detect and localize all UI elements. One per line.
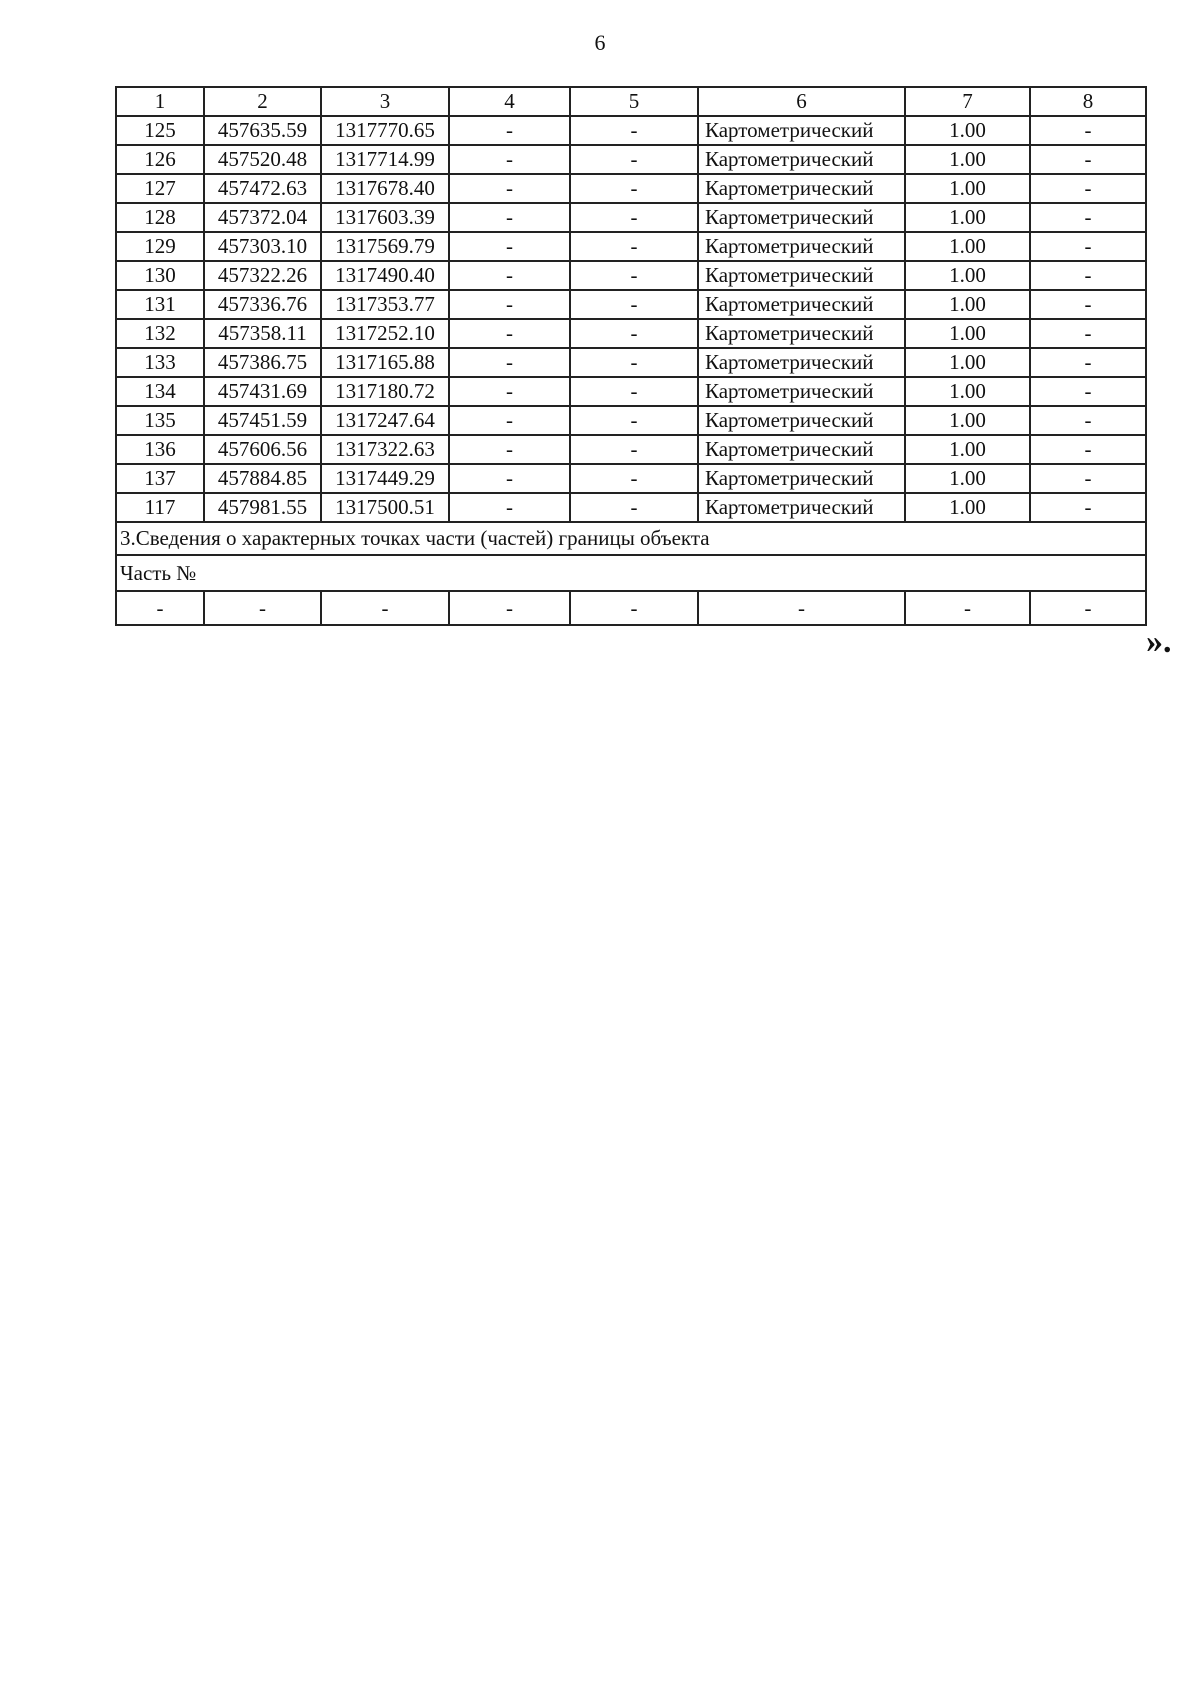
table-header-row bbox=[116, 87, 1146, 116]
method-cell: Картометрический bbox=[698, 145, 905, 174]
method-cell: Картометрический bbox=[698, 348, 905, 377]
closing-quote-mark: ». bbox=[1146, 623, 1172, 660]
method-cell: Картометрический bbox=[698, 377, 905, 406]
column-5-cell: - bbox=[570, 232, 698, 261]
x-coordinate-cell: 457336.76 bbox=[204, 290, 321, 319]
column-4-cell: - bbox=[449, 145, 570, 174]
table-row bbox=[116, 174, 1146, 203]
accuracy-cell: 1.00 bbox=[905, 232, 1030, 261]
accuracy-cell: 1.00 bbox=[905, 145, 1030, 174]
column-8-cell: - bbox=[1030, 493, 1146, 522]
column-4-cell: - bbox=[449, 406, 570, 435]
method-cell: Картометрический bbox=[698, 406, 905, 435]
table-row bbox=[116, 290, 1146, 319]
empty-cell: - bbox=[1030, 591, 1146, 625]
accuracy-cell: 1.00 bbox=[905, 435, 1030, 464]
table-row bbox=[116, 435, 1146, 464]
column-5-cell: - bbox=[570, 435, 698, 464]
table-row bbox=[116, 232, 1146, 261]
column-8-cell: - bbox=[1030, 261, 1146, 290]
column-4-cell: - bbox=[449, 290, 570, 319]
method-cell: Картометрический bbox=[698, 435, 905, 464]
table-row bbox=[116, 203, 1146, 232]
method-cell: Картометрический bbox=[698, 493, 905, 522]
column-5-cell: - bbox=[570, 145, 698, 174]
column-4-cell: - bbox=[449, 319, 570, 348]
column-5-cell: - bbox=[570, 174, 698, 203]
column-8-cell: - bbox=[1030, 116, 1146, 145]
x-coordinate-cell: 457472.63 bbox=[204, 174, 321, 203]
column-8-cell: - bbox=[1030, 232, 1146, 261]
table-row bbox=[116, 145, 1146, 174]
column-5-cell: - bbox=[570, 406, 698, 435]
accuracy-cell: 1.00 bbox=[905, 348, 1030, 377]
empty-cell: - bbox=[116, 591, 204, 625]
y-coordinate-cell: 1317490.40 bbox=[321, 261, 449, 290]
y-coordinate-cell: 1317180.72 bbox=[321, 377, 449, 406]
column-4-cell: - bbox=[449, 174, 570, 203]
point-number-cell: 133 bbox=[116, 348, 204, 377]
point-number-cell: 128 bbox=[116, 203, 204, 232]
column-4-cell: - bbox=[449, 203, 570, 232]
method-cell: Картометрический bbox=[698, 232, 905, 261]
y-coordinate-cell: 1317322.63 bbox=[321, 435, 449, 464]
column-5-cell: - bbox=[570, 319, 698, 348]
x-coordinate-cell: 457451.59 bbox=[204, 406, 321, 435]
accuracy-cell: 1.00 bbox=[905, 261, 1030, 290]
x-coordinate-cell: 457520.48 bbox=[204, 145, 321, 174]
empty-cell: - bbox=[204, 591, 321, 625]
accuracy-cell: 1.00 bbox=[905, 203, 1030, 232]
column-header: 1 bbox=[116, 87, 204, 116]
column-header: 5 bbox=[570, 87, 698, 116]
empty-cell: - bbox=[905, 591, 1030, 625]
accuracy-cell: 1.00 bbox=[905, 174, 1030, 203]
accuracy-cell: 1.00 bbox=[905, 464, 1030, 493]
point-number-cell: 125 bbox=[116, 116, 204, 145]
column-5-cell: - bbox=[570, 116, 698, 145]
part-label: Часть № bbox=[116, 555, 1146, 591]
y-coordinate-cell: 1317714.99 bbox=[321, 145, 449, 174]
column-8-cell: - bbox=[1030, 377, 1146, 406]
table-row bbox=[116, 116, 1146, 145]
column-5-cell: - bbox=[570, 377, 698, 406]
x-coordinate-cell: 457322.26 bbox=[204, 261, 321, 290]
point-number-cell: 126 bbox=[116, 145, 204, 174]
column-8-cell: - bbox=[1030, 406, 1146, 435]
accuracy-cell: 1.00 bbox=[905, 290, 1030, 319]
column-4-cell: - bbox=[449, 493, 570, 522]
method-cell: Картометрический bbox=[698, 290, 905, 319]
accuracy-cell: 1.00 bbox=[905, 116, 1030, 145]
y-coordinate-cell: 1317252.10 bbox=[321, 319, 449, 348]
column-8-cell: - bbox=[1030, 435, 1146, 464]
x-coordinate-cell: 457981.55 bbox=[204, 493, 321, 522]
method-cell: Картометрический bbox=[698, 319, 905, 348]
y-coordinate-cell: 1317353.77 bbox=[321, 290, 449, 319]
accuracy-cell: 1.00 bbox=[905, 493, 1030, 522]
y-coordinate-cell: 1317678.40 bbox=[321, 174, 449, 203]
table-row bbox=[116, 464, 1146, 493]
empty-cell: - bbox=[570, 591, 698, 625]
column-8-cell: - bbox=[1030, 319, 1146, 348]
accuracy-cell: 1.00 bbox=[905, 319, 1030, 348]
y-coordinate-cell: 1317165.88 bbox=[321, 348, 449, 377]
y-coordinate-cell: 1317770.65 bbox=[321, 116, 449, 145]
empty-cell: - bbox=[698, 591, 905, 625]
part-label-row bbox=[116, 555, 1146, 591]
accuracy-cell: 1.00 bbox=[905, 377, 1030, 406]
coordinates-table bbox=[115, 86, 1147, 626]
y-coordinate-cell: 1317449.29 bbox=[321, 464, 449, 493]
column-4-cell: - bbox=[449, 348, 570, 377]
point-number-cell: 134 bbox=[116, 377, 204, 406]
table-body bbox=[116, 87, 1146, 625]
point-number-cell: 137 bbox=[116, 464, 204, 493]
column-4-cell: - bbox=[449, 232, 570, 261]
method-cell: Картометрический bbox=[698, 116, 905, 145]
point-number-cell: 129 bbox=[116, 232, 204, 261]
column-4-cell: - bbox=[449, 435, 570, 464]
method-cell: Картометрический bbox=[698, 261, 905, 290]
method-cell: Картометрический bbox=[698, 203, 905, 232]
column-5-cell: - bbox=[570, 203, 698, 232]
column-header: 6 bbox=[698, 87, 905, 116]
point-number-cell: 130 bbox=[116, 261, 204, 290]
column-header: 2 bbox=[204, 87, 321, 116]
column-8-cell: - bbox=[1030, 348, 1146, 377]
point-number-cell: 132 bbox=[116, 319, 204, 348]
x-coordinate-cell: 457358.11 bbox=[204, 319, 321, 348]
y-coordinate-cell: 1317603.39 bbox=[321, 203, 449, 232]
empty-part-row bbox=[116, 591, 1146, 625]
empty-cell: - bbox=[449, 591, 570, 625]
y-coordinate-cell: 1317247.64 bbox=[321, 406, 449, 435]
column-8-cell: - bbox=[1030, 290, 1146, 319]
table-row bbox=[116, 493, 1146, 522]
column-5-cell: - bbox=[570, 464, 698, 493]
column-4-cell: - bbox=[449, 464, 570, 493]
y-coordinate-cell: 1317569.79 bbox=[321, 232, 449, 261]
x-coordinate-cell: 457606.56 bbox=[204, 435, 321, 464]
table-row bbox=[116, 377, 1146, 406]
method-cell: Картометрический bbox=[698, 464, 905, 493]
column-4-cell: - bbox=[449, 261, 570, 290]
column-5-cell: - bbox=[570, 493, 698, 522]
page-number: 6 bbox=[594, 30, 606, 55]
column-8-cell: - bbox=[1030, 464, 1146, 493]
column-5-cell: - bbox=[570, 261, 698, 290]
column-header: 4 bbox=[449, 87, 570, 116]
table-row bbox=[116, 348, 1146, 377]
point-number-cell: 135 bbox=[116, 406, 204, 435]
column-5-cell: - bbox=[570, 348, 698, 377]
point-number-cell: 131 bbox=[116, 290, 204, 319]
x-coordinate-cell: 457884.85 bbox=[204, 464, 321, 493]
method-cell: Картометрический bbox=[698, 174, 905, 203]
column-header: 8 bbox=[1030, 87, 1146, 116]
point-number-cell: 136 bbox=[116, 435, 204, 464]
coordinates-table-container bbox=[115, 86, 1145, 626]
x-coordinate-cell: 457372.04 bbox=[204, 203, 321, 232]
section-heading: 3.Сведения о характерных точках части (частей) границы объекта bbox=[116, 522, 1146, 555]
column-8-cell: - bbox=[1030, 203, 1146, 232]
column-header: 7 bbox=[905, 87, 1030, 116]
x-coordinate-cell: 457635.59 bbox=[204, 116, 321, 145]
column-4-cell: - bbox=[449, 116, 570, 145]
column-5-cell: - bbox=[570, 290, 698, 319]
empty-cell: - bbox=[321, 591, 449, 625]
x-coordinate-cell: 457431.69 bbox=[204, 377, 321, 406]
table-row bbox=[116, 261, 1146, 290]
x-coordinate-cell: 457303.10 bbox=[204, 232, 321, 261]
accuracy-cell: 1.00 bbox=[905, 406, 1030, 435]
table-row bbox=[116, 406, 1146, 435]
column-header: 3 bbox=[321, 87, 449, 116]
y-coordinate-cell: 1317500.51 bbox=[321, 493, 449, 522]
section-heading-row bbox=[116, 522, 1146, 555]
column-8-cell: - bbox=[1030, 145, 1146, 174]
point-number-cell: 117 bbox=[116, 493, 204, 522]
x-coordinate-cell: 457386.75 bbox=[204, 348, 321, 377]
column-4-cell: - bbox=[449, 377, 570, 406]
table-row bbox=[116, 319, 1146, 348]
column-8-cell: - bbox=[1030, 174, 1146, 203]
point-number-cell: 127 bbox=[116, 174, 204, 203]
